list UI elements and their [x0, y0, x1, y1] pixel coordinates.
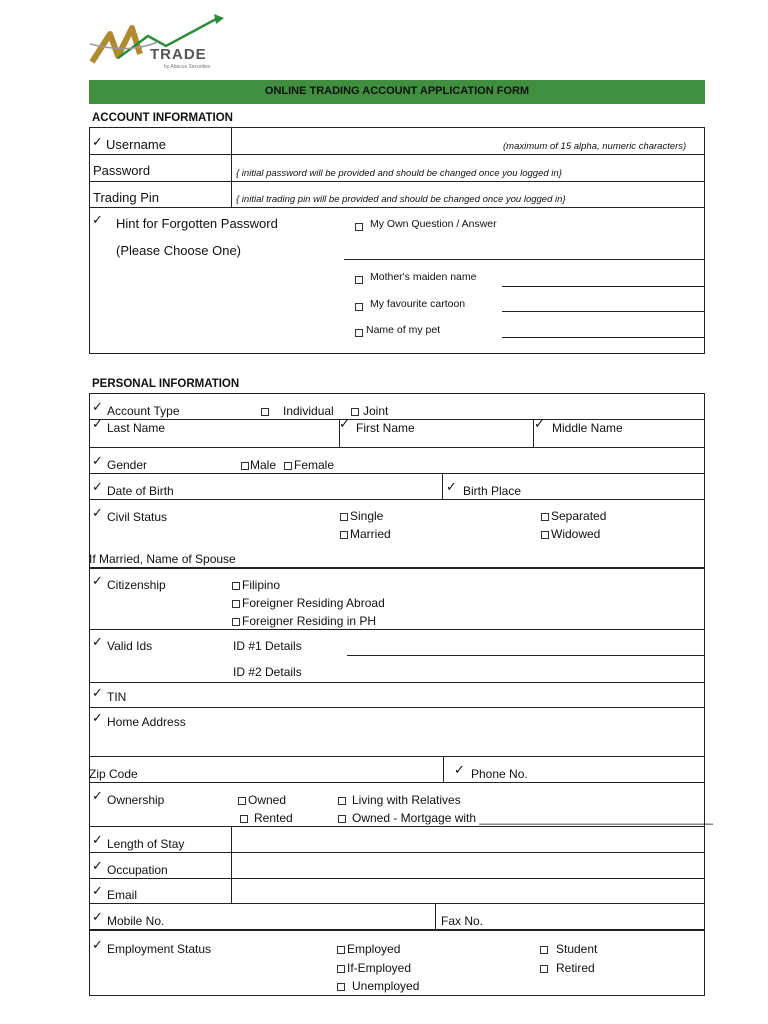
- checkbox-joint[interactable]: [351, 408, 359, 416]
- pet-label: Name of my pet: [366, 324, 441, 336]
- password-note: { initial password will be provided and should be changed once you logged in}: [236, 168, 562, 179]
- checkbox-owned[interactable]: [238, 797, 246, 805]
- username-label: Username: [106, 137, 166, 152]
- rented-label: Rented: [254, 811, 293, 825]
- self-employed-label: If-Employed: [347, 961, 412, 975]
- check-icon: ✓: [534, 417, 545, 432]
- checkbox-self-employed[interactable]: [337, 965, 345, 973]
- mobile-label: Mobile No.: [107, 914, 165, 928]
- checkbox-living-relatives[interactable]: [338, 797, 346, 805]
- fax-label: Fax No.: [441, 914, 484, 928]
- password-label: Password: [93, 163, 151, 178]
- own-question-label: My Own Question / Answer: [370, 218, 497, 230]
- employed-label: Employed: [347, 942, 401, 956]
- phone-label: Phone No.: [471, 767, 528, 781]
- check-icon: ✓: [92, 789, 103, 804]
- checkbox-widowed[interactable]: [541, 531, 549, 539]
- home-address-label: Home Address: [107, 715, 186, 729]
- widowed-label: Widowed: [551, 527, 601, 541]
- joint-label: Joint: [363, 404, 389, 418]
- check-icon: ✓: [92, 454, 103, 469]
- foreigner-ph-label: Foreigner Residing in PH: [242, 614, 377, 628]
- check-icon: ✓: [92, 480, 103, 495]
- male-label: Male: [250, 458, 277, 472]
- check-icon: ✓: [454, 763, 465, 778]
- checkbox-employed[interactable]: [337, 946, 345, 954]
- checkbox-retired[interactable]: [540, 965, 548, 973]
- valid-ids-label: Valid Ids: [107, 639, 153, 653]
- hint-sublabel: (Please Choose One): [116, 243, 242, 258]
- citizenship-label: Citizenship: [107, 578, 166, 592]
- check-icon: ✓: [92, 574, 103, 589]
- employment-label: Employment Status: [107, 942, 212, 956]
- personal-info-box: [89, 393, 705, 996]
- separated-label: Separated: [551, 509, 607, 523]
- check-icon: ✓: [92, 400, 103, 415]
- ownership-label: Ownership: [107, 793, 165, 807]
- gender-label: Gender: [107, 458, 148, 472]
- account-section-heading: ACCOUNT INFORMATION: [92, 112, 233, 124]
- civil-status-label: Civil Status: [107, 510, 168, 524]
- checkbox-separated[interactable]: [541, 513, 549, 521]
- checkbox-filipino[interactable]: [232, 582, 240, 590]
- owned-mortgage-label: Owned - Mortgage with ___________________________________: [352, 811, 713, 825]
- id1-label: ID #1 Details: [233, 639, 302, 653]
- id1-line[interactable]: [347, 655, 705, 656]
- student-label: Student: [556, 942, 598, 956]
- check-icon: ✓: [92, 938, 103, 953]
- check-icon: ✓: [92, 884, 103, 899]
- retired-label: Retired: [556, 961, 595, 975]
- check-icon: ✓: [92, 910, 103, 925]
- checkbox-maiden-name[interactable]: [355, 276, 363, 284]
- id2-label: ID #2 Details: [233, 665, 302, 679]
- maiden-name-label: Mother's maiden name: [370, 271, 477, 283]
- checkbox-individual[interactable]: [261, 408, 269, 416]
- zip-label: Zip Code: [89, 767, 138, 781]
- married-label: Married: [350, 527, 391, 541]
- check-icon: ✓: [446, 480, 457, 495]
- username-note: (maximum of 15 alpha, numeric characters): [503, 141, 687, 152]
- checkbox-single[interactable]: [340, 513, 348, 521]
- check-icon: ✓: [92, 135, 103, 150]
- checkbox-own-question[interactable]: [355, 223, 363, 231]
- checkbox-student[interactable]: [540, 946, 548, 954]
- check-icon: ✓: [92, 711, 103, 726]
- first-name-label: First Name: [356, 421, 415, 435]
- email-label: Email: [107, 888, 138, 902]
- length-stay-label: Length of Stay: [107, 837, 185, 851]
- personal-section-heading: PERSONAL INFORMATION: [92, 378, 240, 390]
- checkbox-owned-mortgage[interactable]: [338, 815, 346, 823]
- check-icon: ✓: [92, 506, 103, 521]
- hint-label: Hint for Forgotten Password: [116, 216, 278, 231]
- occupation-label: Occupation: [107, 863, 168, 877]
- birth-place-label: Birth Place: [463, 484, 522, 498]
- middle-name-label: Middle Name: [552, 421, 623, 435]
- trading-pin-label: Trading Pin: [93, 190, 159, 205]
- spouse-label: If Married, Name of Spouse: [89, 552, 236, 566]
- filipino-label: Filipino: [242, 578, 281, 592]
- check-icon: ✓: [92, 213, 103, 228]
- check-icon: ✓: [92, 686, 103, 701]
- logo-tagline: by Abacus Securities: [164, 64, 211, 70]
- checkbox-cartoon[interactable]: [355, 303, 363, 311]
- check-icon: ✓: [92, 635, 103, 650]
- check-icon: ✓: [339, 417, 350, 432]
- logo-text: TRADE: [150, 46, 207, 63]
- form-title-banner: ONLINE TRADING ACCOUNT APPLICATION FORM: [89, 80, 705, 104]
- checkbox-married[interactable]: [340, 531, 348, 539]
- tin-label: TIN: [107, 690, 127, 704]
- checkbox-foreigner-abroad[interactable]: [232, 600, 240, 608]
- check-icon: ✓: [92, 859, 103, 874]
- account-type-label: Account Type: [107, 404, 180, 418]
- checkbox-pet[interactable]: [355, 329, 363, 337]
- living-relatives-label: Living with Relatives: [352, 793, 461, 807]
- checkbox-rented[interactable]: [240, 815, 248, 823]
- checkbox-female[interactable]: [284, 462, 292, 470]
- single-label: Single: [350, 509, 384, 523]
- account-info-box: [89, 127, 705, 354]
- dob-label: Date of Birth: [107, 484, 174, 498]
- check-icon: ✓: [92, 417, 103, 432]
- pet-line[interactable]: [502, 337, 704, 338]
- foreigner-abroad-label: Foreigner Residing Abroad: [242, 596, 385, 610]
- maiden-name-line[interactable]: [502, 286, 704, 287]
- checkbox-foreigner-ph[interactable]: [232, 618, 240, 626]
- female-label: Female: [294, 458, 335, 472]
- username-field[interactable]: [232, 128, 704, 154]
- cartoon-label: My favourite cartoon: [370, 298, 466, 310]
- unemployed-label: Unemployed: [352, 979, 420, 993]
- logo: [88, 14, 228, 76]
- owned-label: Owned: [248, 793, 287, 807]
- trading-pin-note: { initial trading pin will be provided and should be changed once you logged in}: [236, 194, 566, 205]
- individual-label: Individual: [283, 404, 334, 418]
- checkbox-male[interactable]: [241, 462, 249, 470]
- cartoon-line[interactable]: [502, 311, 704, 312]
- last-name-label: Last Name: [107, 421, 166, 435]
- check-icon: ✓: [92, 833, 103, 848]
- checkbox-unemployed[interactable]: [337, 983, 345, 991]
